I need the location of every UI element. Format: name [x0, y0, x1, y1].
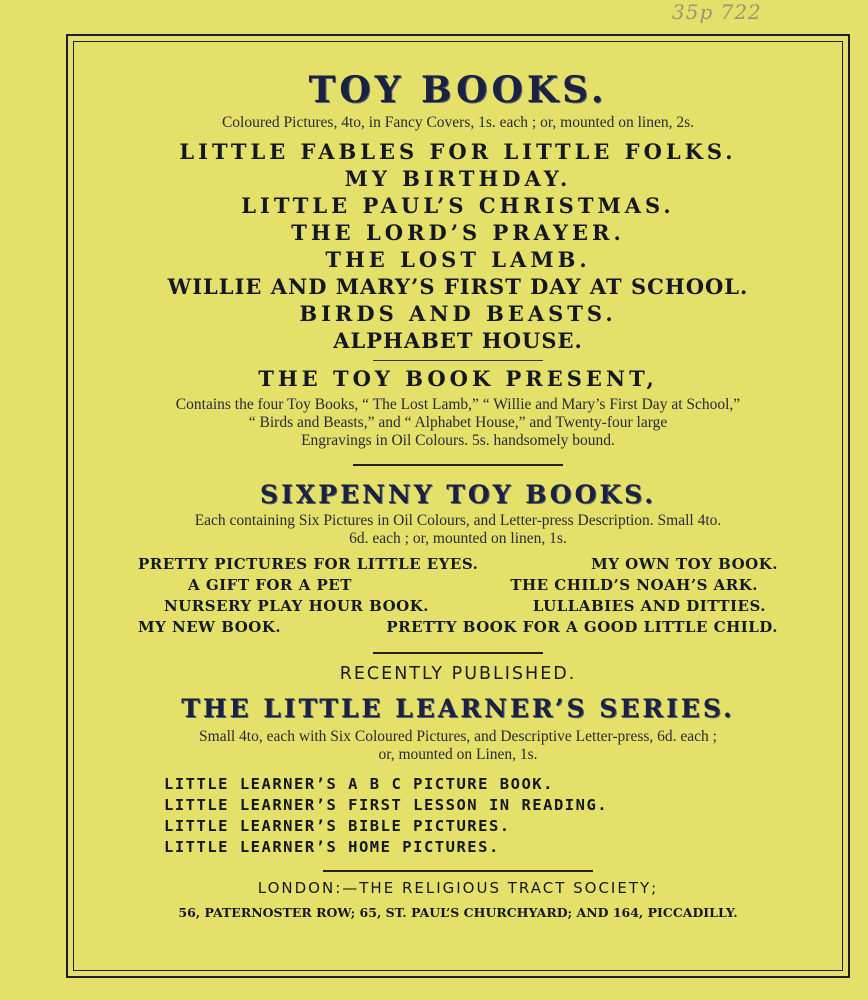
toy-book-title: MY BIRTHDAY.: [344, 166, 572, 191]
book-pair-row: [138, 575, 778, 596]
book-pair-row: [138, 596, 778, 617]
imprint: [70, 878, 846, 923]
toy-book-title: THE LOST LAMB.: [325, 247, 591, 272]
pencil-catalogue-note: 35p 722: [672, 0, 762, 24]
toy-book-title: LITTLE FABLES FOR LITTLE FOLKS.: [179, 139, 737, 164]
divider: [373, 360, 543, 361]
little-learner-heading: THE LITTLE LEARNER’S SERIES.: [181, 694, 735, 723]
toy-book-title: THE LORD’S PRAYER.: [291, 220, 625, 245]
divider: [373, 652, 543, 654]
learner-subtitle-line: Small 4to, each with Six Coloured Pictures, and Descriptive Letter-press, 6d. each ;: [199, 728, 717, 745]
present-description-line: Engravings in Oil Colours. 5s. handsomely bound.: [301, 432, 615, 449]
recently-published-label: RECENTLY PUBLISHED.: [339, 664, 577, 684]
sixpenny-book-title: A GIFT FOR A PET: [188, 576, 352, 594]
book-pair-row: [138, 617, 778, 638]
sixpenny-book-title: NURSERY PLAY HOUR BOOK.: [164, 597, 429, 615]
divider: [353, 464, 563, 466]
sixpenny-book-title: LULLABIES AND DITTIES.: [532, 597, 766, 615]
learner-subtitle-line: or, mounted on Linen, 1s.: [378, 746, 538, 763]
toy-book-title: BIRDS AND BEASTS.: [299, 301, 617, 326]
toy-book-title: LITTLE PAUL’S CHRISTMAS.: [241, 193, 675, 218]
book-pair-row: [138, 554, 778, 575]
sixpenny-subtitle-line: 6d. each ; or, mounted on linen, 1s.: [349, 530, 567, 547]
sixpenny-book-title: PRETTY PICTURES FOR LITTLE EYES.: [138, 555, 479, 573]
sixpenny-book-title: MY NEW BOOK.: [138, 618, 282, 636]
learner-book-title: LITTLE LEARNER’S A B C PICTURE BOOK.: [164, 775, 554, 793]
toy-books-subtitle: Coloured Pictures, 4to, in Fancy Covers, 1s. each ; or, mounted on linen, 2s.: [221, 114, 695, 131]
publisher-address: 56, PATERNOSTER ROW; 65, ST. PAUL’S CHURCHYARD; AND 164, PICCADILLY.: [178, 905, 738, 920]
little-learner-section: [70, 662, 846, 858]
sixpenny-book-title: MY OWN TOY BOOK.: [591, 555, 778, 573]
learner-book-title: LITTLE LEARNER’S HOME PICTURES.: [164, 838, 500, 856]
advertisement-page: [70, 68, 846, 923]
sixpenny-heading: SIXPENNY TOY BOOKS.: [260, 480, 656, 509]
toy-books-section: [70, 68, 846, 354]
toy-book-title: ALPHABET HOUSE.: [333, 328, 583, 353]
sixpenny-book-list: [138, 554, 778, 638]
sixpenny-book-title: PRETTY BOOK FOR A GOOD LITTLE CHILD.: [386, 618, 778, 636]
toy-book-present-section: [70, 365, 846, 450]
present-title: THE TOY BOOK PRESENT,: [258, 366, 658, 391]
little-learner-list: [70, 774, 846, 858]
sixpenny-book-title: THE CHILD’S NOAH’S ARK.: [510, 576, 758, 594]
learner-book-title: LITTLE LEARNER’S FIRST LESSON IN READING.: [164, 796, 609, 814]
sixpenny-section: [70, 478, 846, 638]
divider: [323, 870, 593, 872]
publisher-line: LONDON:—THE RELIGIOUS TRACT SOCIETY;: [257, 879, 659, 897]
toy-books-heading: TOY BOOKS.: [308, 69, 608, 111]
learner-book-title: LITTLE LEARNER’S BIBLE PICTURES.: [164, 817, 511, 835]
present-description-line: Contains the four Toy Books, “ The Lost Lamb,” “ Willie and Mary’s First Day at School,”: [175, 396, 741, 413]
toy-book-title: WILLIE AND MARY’S FIRST DAY AT SCHOOL.: [167, 274, 749, 299]
present-description-line: “ Birds and Beasts,” and “ Alphabet House,” and Twenty-four large: [248, 414, 668, 431]
toy-books-list: [70, 138, 846, 354]
sixpenny-subtitle-line: Each containing Six Pictures in Oil Colours, and Letter-press Description. Small 4to.: [194, 512, 722, 529]
